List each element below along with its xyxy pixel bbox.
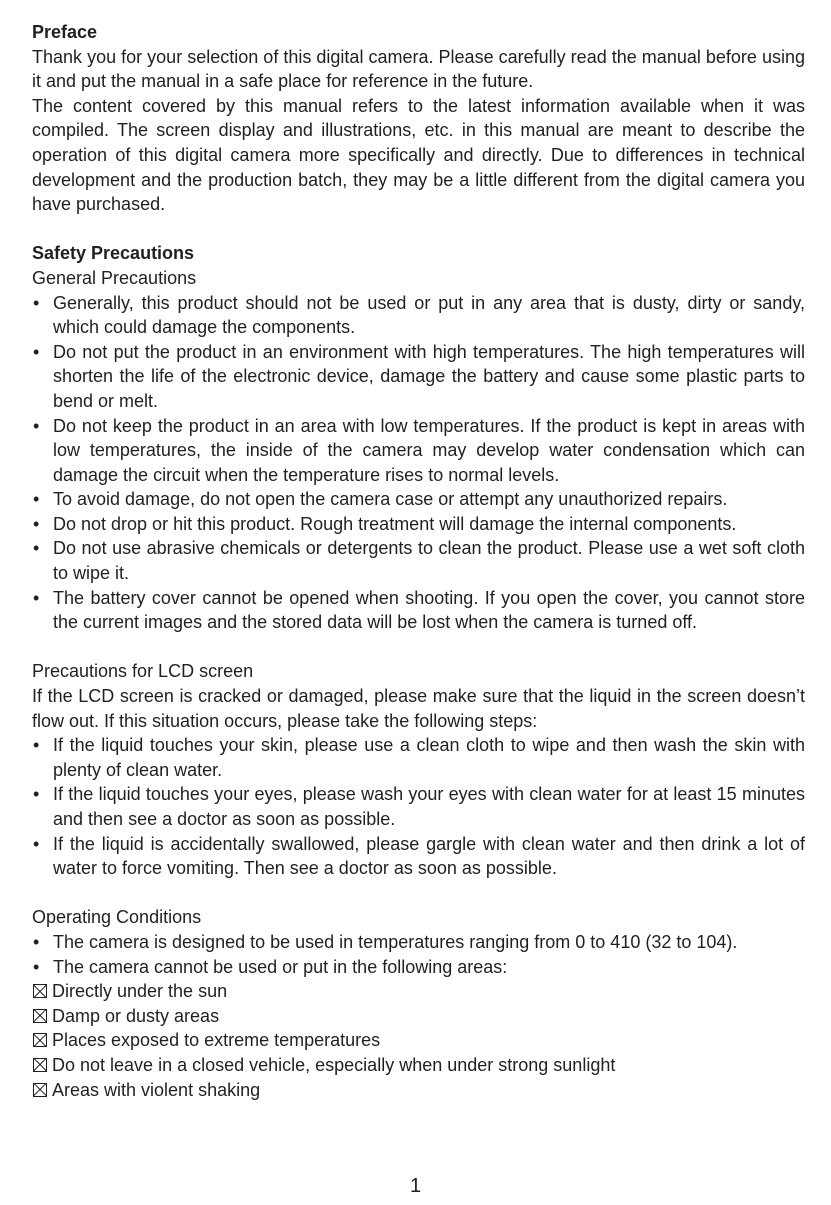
area-label: Areas with violent shaking [52, 1079, 261, 1100]
safety-section [32, 241, 805, 1102]
crossed-box-icon [33, 1058, 47, 1072]
list-item: • If the liquid is accidentally swallowed, please gargle with clean water and then drink a lot of water to force vomiting. Then see a doctor as soon as possible. [32, 832, 805, 881]
list-item [32, 1028, 805, 1053]
operating-conditions-subheading: Operating Conditions [32, 907, 202, 928]
list-item [32, 1004, 805, 1029]
list-item: • The battery cover cannot be opened when shooting. If you open the cover, you cannot store the current images and the stored data will be lost when the camera is turned off. [32, 586, 805, 635]
general-precautions-list [32, 291, 805, 635]
crossed-box-icon [33, 1083, 47, 1097]
crossed-box-icon [33, 1033, 47, 1047]
list-item: • Do not put the product in an environment with high temperatures. The high temperatures will shorten the life of the electronic device, damage the battery and cause some plastic parts to bend or melt. [32, 340, 805, 414]
area-label: Do not leave in a closed vehicle, especially when under strong sunlight [52, 1054, 616, 1075]
crossed-box-icon [33, 984, 47, 998]
spacer [32, 217, 805, 242]
operating-conditions-list [32, 930, 805, 979]
list-item: • The camera cannot be used or put in the following areas: [32, 955, 805, 980]
spacer [32, 881, 805, 906]
preface-paragraph-1: Thank you for your selection of this digital camera. Please carefully read the manual before using it and put the manual in a safe place for reference in the future. [32, 46, 805, 92]
list-item: • To avoid damage, do not open the camera case or attempt any unauthorized repairs. [32, 487, 805, 512]
lcd-precautions-subheading: Precautions for LCD screen [32, 661, 254, 682]
lcd-precautions-list [32, 733, 805, 881]
preface-heading: Preface [32, 22, 98, 42]
list-item: • If the liquid touches your skin, please use a clean cloth to wipe and then wash the skin with plenty of clean water. [32, 733, 805, 782]
spacer [32, 635, 805, 660]
area-label: Places exposed to extreme temperatures [52, 1030, 381, 1051]
list-item: • The camera is designed to be used in temperatures ranging from 0 to 410 (32 to 104). [32, 930, 805, 955]
list-item: • Generally, this product should not be used or put in any area that is dusty, dirty or sandy, which could damage the components. [32, 291, 805, 340]
list-item [32, 1078, 805, 1103]
general-precautions-subheading: General Precautions [32, 267, 197, 288]
list-item [32, 979, 805, 1004]
list-item: • Do not use abrasive chemicals or detergents to clean the product. Please use a wet soft cloth to wipe it. [32, 536, 805, 585]
list-item: • Do not drop or hit this product. Rough treatment will damage the internal components. [32, 512, 805, 537]
list-item: • If the liquid touches your eyes, please wash your eyes with clean water for at least 15 minutes and then see a doctor as soon as possible. [32, 782, 805, 831]
list-item: • Do not keep the product in an area with low temperatures. If the product is kept in areas with low temperatures, the inside of the camera may develop water condensation which can damage the circuit when the temperature rises to normal levels. [32, 414, 805, 488]
page-number: 1 [409, 1175, 422, 1197]
area-label: Directly under the sun [52, 981, 228, 1002]
lcd-precautions-intro: If the LCD screen is cracked or damaged, please make sure that the liquid in the screen doesn’t flow out. If this situation occurs, please take the following steps: [32, 686, 805, 731]
crossed-box-icon [33, 1009, 47, 1023]
preface-section [32, 20, 805, 217]
restricted-areas-list [32, 979, 805, 1102]
list-item [32, 1053, 805, 1078]
area-label: Damp or dusty areas [52, 1005, 220, 1026]
preface-paragraph-2: The content covered by this manual refers to the latest information available when it was compiled. The screen display and illustrations, etc. in this manual are meant to describe the operation of this digital camera more specifically and directly. Due to differences in technical development and the production batch, they may be a little different from the digital camera you have purchased. [32, 95, 805, 215]
safety-heading: Safety Precautions [32, 243, 195, 264]
